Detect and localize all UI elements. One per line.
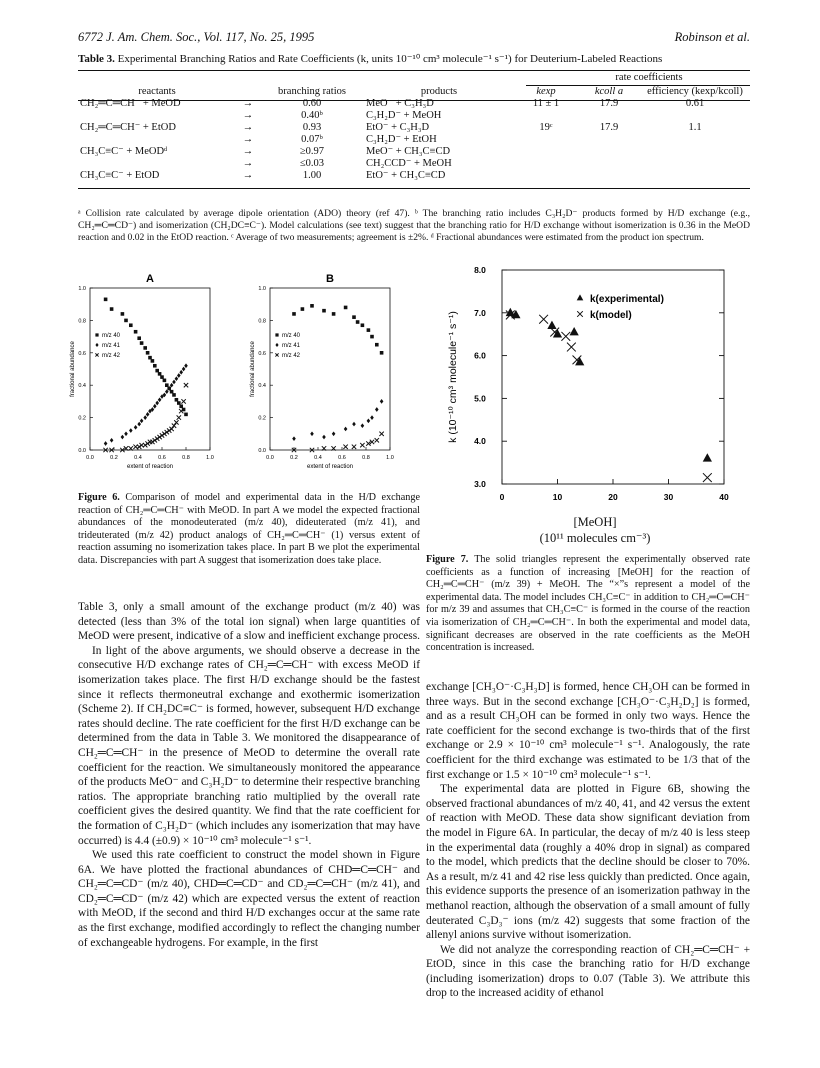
y-tick-label: 0.4 [78,383,86,390]
col-branching-ratios: branching ratios [278,86,346,97]
table-cell-product: MeO⁻ + CH₃C≡CD [366,146,451,157]
table-cell-eff [640,134,750,146]
legend-marker [95,343,98,347]
table-cell-product: C₃H₂D⁻ + EtOH [366,134,437,145]
table-cell-product: EtO⁻ + CH₃C≡CD [366,170,446,181]
data-point [163,379,167,383]
right-paragraph-3: We did not analyze the corresponding reaction of CH₂═C═CH⁻ + EtOD, since in this case the branching ratio for H/D exchange (including isomerization) drops to 0.07 (Table 3). We attribute this drop to the increased acidity of ethanol [426,943,750,1000]
data-point [570,327,579,335]
data-point [310,431,314,436]
x-tick-label: 10 [552,492,563,502]
y-axis-label: k (10⁻¹⁰ cm³ molecule⁻¹ s⁻¹) [447,311,459,443]
y-tick-label: 5.0 [474,393,486,404]
table-bottom-rule [78,188,750,189]
table-cell-kexp [514,110,578,122]
table-cell-arrow: → [242,134,254,145]
x-tick-label: 40 [719,492,729,502]
data-point [184,363,188,368]
figure6-caption-text: Comparison of model and experimental data in the H/D exchange reaction of CH₂═C═CH⁻ with MeOD. In part A we model the expected fractional abundances of the monodeuterated (m/z 40), dideuterated (m/z 41), and trideuterated (m/z 42) product analogs of CH₂═C═CH⁻ (1) versus extent of reaction assuming no isomerization takes place. In part B we plot the experimental data. Discrepancies with part A suggest that isomerization does take place. [78,492,421,566]
data-point [172,393,176,397]
data-point [155,369,159,373]
table-cell-kcoll [578,170,640,182]
data-point [175,398,179,402]
x-tick-label: 30 [663,492,674,502]
table-cell-kcoll [578,110,640,122]
data-point [292,312,296,316]
table-cell-kcoll [578,134,640,146]
table-cell-eff: 1.1 [688,122,702,133]
y-tick-label: 0.0 [258,448,266,454]
legend [95,333,120,359]
table-cell-ratio: ≥0.97 [299,146,325,157]
col-products: products [420,86,458,97]
table-cell-ratio: 0.40ᵇ [301,110,323,121]
data-point [165,430,169,434]
data-point [153,438,157,442]
data-point [379,432,383,436]
data-point [151,359,155,363]
data-point [182,367,186,372]
table-cell-reactant [78,110,236,122]
figure7-caption-text: The solid triangles represent the experimentally observed rate coefficients as a function of increasing [MeOH] for the reaction of CH₂═C═CH⁻ (m/z 39) + MeOH. The “×”s represent a model of the experimental data. The model includes CH₃C≡C⁻ in addition to CH₂═C═CH⁻ for m/z 39 and assumes that CH₃C≡C⁻ is formed in the course of the reaction via isomerization of CH₂═C═CH⁻. In both the experimental and model data, significant decreases are observed in the rate coefficients as the MeOH concentration is increased. [426,554,750,654]
legend-label: m/z 41 [282,342,301,349]
x-tick-label: 0.4 [314,455,322,461]
table-cell-ratio: 0.07ᵇ [301,134,323,145]
figure7-xunits: (10¹¹ molecules cm⁻³) [539,531,651,545]
data-point [332,431,336,436]
data-point [137,445,141,449]
data-point [167,428,171,432]
figure7-caption [426,554,750,655]
x-tick-label: 0.8 [182,455,190,461]
data-point [181,399,185,403]
table-cell-arrow: → [242,110,254,121]
x-axis-label: extent of reaction [126,464,174,470]
table-cell-kexp [514,146,578,158]
running-header [78,30,750,45]
data-point [332,312,336,316]
data-point [380,351,384,355]
legend-label: m/z 41 [102,342,121,349]
y-tick-label: 4.0 [474,436,486,447]
legend-marker [275,333,278,336]
legend-label: m/z 40 [282,332,301,339]
data-point [703,473,712,482]
plot-frame [270,288,390,450]
data-point [352,315,356,319]
y-tick-label: 0.4 [258,383,266,390]
legend-marker [275,343,278,347]
x-tick-label: 1.0 [386,455,394,461]
table-cell-kcoll [578,158,640,170]
x-tick-label: 0.2 [110,455,118,461]
table-row [78,158,750,170]
y-tick-label: 1.0 [258,286,266,292]
data-point [162,432,166,436]
table-cell-reactant: CH₂═C═CH⁻ + MeOD [80,98,181,109]
data-point [155,401,159,406]
data-point [158,372,162,376]
x-tick-label: 0.4 [134,455,142,461]
data-point [301,307,305,311]
data-point [143,443,147,447]
data-point [567,343,576,352]
col-kexp: kexp [536,86,556,97]
table-row [78,146,750,158]
legend-marker [95,353,98,356]
table-cell-kexp: 11 ± 1 [532,98,560,109]
data-point [134,425,138,430]
y-tick-label: 0.6 [78,350,86,357]
data-point [157,435,161,439]
table-cell-ratio: 0.60 [302,98,322,109]
table3-label: Table 3. [78,53,115,65]
data-point [129,323,133,327]
data-point [179,370,183,375]
data-point [356,320,360,324]
data-point [367,419,371,424]
data-point [145,441,149,445]
x-tick-label: 0.0 [86,455,94,461]
table-top-rule [78,70,750,71]
y-axis-label: fractional abundance [70,341,76,397]
data-point [150,440,154,444]
left-column [78,600,420,950]
data-point [561,332,570,341]
data-point [170,390,174,394]
table-cell-eff [640,110,750,122]
data-point [148,356,152,360]
data-point [177,415,181,419]
legend-label: k(model) [590,310,632,321]
legend-marker [577,311,583,317]
data-point [104,441,108,446]
data-point [175,376,179,381]
data-point [153,404,157,409]
table-cell-arrow: → [242,98,254,109]
data-point [343,445,347,449]
data-point [124,431,128,436]
data-point [155,436,159,440]
data-point [143,415,147,420]
data-point [547,321,556,329]
table-cell-eff [640,158,750,170]
header-journal: 6772 J. Am. Chem. Soc., Vol. 117, No. 25, 1995 [78,30,315,44]
col-kcoll: kcoll a [594,86,624,97]
table-header-rule [78,100,750,101]
figure6-charts [60,270,420,492]
data-point [179,404,183,408]
right-paragraph-1: exchange [CH₃O⁻·C₃H₃D] is formed, hence CH₃OH can be formed in three ways. But in the second exchange [CH₃O⁻·C₃H₂D₂] is formed, and as a result CH₃OH can be formed in only two ways. Hence the rate coefficient for the second exchange is two-thirds that of the first exchange or 2.9 × 10⁻¹⁰ cm³ molecule⁻¹ s⁻¹. Analogously, the rate coefficient for the third exchange was estimated to be 1/3 that of the first exchange or 1.5 × 10⁻¹⁰ cm³ molecule⁻¹ s⁻¹. [426,681,750,781]
left-paragraph-2: In light of the above arguments, we should observe a decrease in the consecutive H/D exchange rates of CH₂═C═CH⁻ with excess MeOD if isomerization takes place. The first H/D exchange should be the fastest since it reflects thermoneutral exchange and exothermic isomerization (Scheme 2). If CH₂DC≡C⁻ is formed, however, subsequent H/D exchange rates should decline. The rate coefficient for the first H/D exchange can be determined from the data in Table 3. We monitored the disappearance of CH₂═C═CH⁻ in the presence of MeOD to determine the overall rate coefficient for the reaction. We simultaneously monitored the appearance of the products MeO⁻ and C₃H₂D⁻ to determine their respective branching ratios. The appropriate branching ratio multiplied by the overall rate coefficient gives the desired quantity. We find that the rate coefficient for the formation of C₃H₂D⁻ (which includes any isomerization that may have occurred) is 4.4 (±0.9) × 10⁻¹⁰ cm³ molecule⁻¹ s⁻¹. [78,644,420,847]
y-tick-label: 1.0 [78,286,86,292]
figure7-caption-label: Figure 7. [426,554,469,565]
table-cell-product: CH₂CCD⁻ + MeOH [366,158,452,169]
data-point [344,427,348,432]
col-efficiency: efficiency (kexp/kcoll) [647,86,743,97]
table-cell-kexp: 19ᶜ [539,122,553,133]
data-point [158,397,162,402]
table-cell-reactant [78,158,236,170]
legend-label: m/z 40 [102,332,121,339]
data-point [375,343,379,347]
col-reactants: reactants [138,86,176,97]
table-cell-kexp [514,158,578,170]
data-point [553,329,562,337]
data-point [146,412,150,417]
legend-marker [275,353,278,356]
right-column [426,680,750,1001]
table-cell-eff [640,146,750,158]
y-tick-label: 0.8 [78,318,86,325]
x-tick-label: 0.6 [158,455,166,461]
y-tick-label: 0.6 [258,350,266,357]
plot-frame [90,288,210,450]
figure7-chart [440,262,750,510]
table-cell-reactant: CH₂═C═CH⁻ + EtOD [80,122,176,133]
figure6-caption-label: Figure 6. [78,492,120,503]
table-cell-kcoll: 17.9 [599,98,619,109]
data-point [370,335,374,339]
table3-caption [78,52,750,65]
table-cell-kcoll [578,146,640,158]
data-point [140,419,144,424]
y-tick-label: 7.0 [474,307,486,318]
data-point [137,336,141,340]
table-row [78,170,750,182]
data-point [703,453,712,461]
data-point [160,433,164,437]
data-point [375,407,379,412]
legend-label: m/z 42 [282,352,301,359]
data-point [160,375,164,379]
y-tick-label: 0.2 [78,415,86,422]
x-tick-label: 0.6 [338,455,346,461]
data-point [184,383,188,387]
table-cell-kexp [514,170,578,182]
legend-label: m/z 42 [102,352,121,359]
y-axis-label: fractional abundance [250,341,256,397]
legend-label: k(experimental) [590,294,664,305]
data-point [110,307,114,311]
x-axis-label: extent of reaction [306,464,354,470]
table-cell-product: C₃H₂D⁻ + MeOH [366,110,442,121]
table-cell-reactant: CH₃C≡C⁻ + MeODᵈ [80,146,168,157]
table-row [78,134,750,146]
y-tick-label: 0.2 [258,415,266,422]
table-cell-product: EtO⁻ + C₃H₃D [366,122,430,133]
data-point [153,364,157,368]
data-point [104,298,108,302]
x-tick-label: 0 [499,492,505,502]
panel-label: A [146,273,154,285]
header-authors: Robinson et al. [674,30,750,44]
table-cell-reactant: CH₃C≡C⁻ + EtOD [80,170,160,181]
data-point [360,443,364,447]
data-point [380,399,384,404]
table-cell-arrow: → [242,158,254,169]
data-point [172,380,176,385]
legend-marker [95,333,98,336]
data-point [121,312,125,316]
data-point [184,413,188,417]
data-point [165,383,169,387]
table3-caption-text: Experimental Branching Ratios and Rate Coefficients (k, units 10⁻¹⁰ cm³ molecule⁻¹ s⁻¹) for Deuterium-Labeled Reactions [117,53,663,65]
data-point [177,401,181,405]
panel-label: B [326,273,334,285]
table3-footnotes: ᵃ Collision rate calculated by average dipole orientation (ADO) theory (ref 47). ᵇ The branching ratio includes C₃H₂D⁻ products formed by H/D exchange (e.g., CH₂═C═CD⁻) and isomerization (CH₂DC≡C⁻). Model calculations (see text) suggest that the branching ratio for H/D exchange without isomerization is 0.36 in the MeOD reaction and 0.02 in the EtOD reaction. ᶜ Average of two measurements; agreement is ±2%. ᵈ Fractional abundances were estimated from the product ion spectrum. [78,208,750,243]
data-point [124,319,128,323]
legend [275,333,300,359]
left-paragraph-3: We used this rate coefficient to construct the model shown in Figure 6A. We have plotted the fractional abundances of CHD═C═CH⁻ and CH₂═C═CD⁻ (m/z 40), CHD═C═CD⁻ and CD₂═C═CH⁻ (m/z 41), and CD₂═C═CD⁻ (m/z 42) which are expected versus the extent of reaction with MeOD, if the second and third H/D exchanges occur at the same rate as the first exchange, modified accordingly to reflect the changing number of exchangeable hydrogens. For example, in the first [78,849,420,949]
x-tick-label: 0.8 [362,455,370,461]
data-point [177,373,181,378]
figure7-xlabel-block [440,514,750,546]
legend-marker [577,294,584,300]
x-tick-label: 1.0 [206,455,214,461]
table-cell-kcoll: 17.9 [599,122,619,133]
data-point [134,330,138,334]
data-point [146,351,150,355]
data-point [129,428,133,433]
table-cell-arrow: → [242,170,254,181]
figure6-caption [78,492,420,568]
table-row [78,122,750,134]
table-row [78,110,750,122]
y-tick-label: 3.0 [474,479,486,489]
data-point [352,445,356,449]
left-paragraph-1: Table 3, only a small amount of the exchange product (m/z 40) was detected (less than 3% of the total ion signal) when large quantities of MeOD were present, indicative of a slow and inefficient exchange process. [78,601,421,643]
y-tick-label: 6.0 [474,350,486,361]
data-point [292,436,296,441]
data-point [361,323,365,327]
right-paragraph-2: The experimental data are plotted in Figure 6B, showing the observed fractional abundances of m/z 40, 41, and 42 versus the extent of reaction with MeOD. These data show significant deviation from the model in Figure 6A. In particular, the decay of m/z 40 is less steep in the experimental data (roughly a 40% drop in signal) as compared to the model, which predicts that the decline should be closer to 70%. As a result, m/z 41 and 42 rise less quickly than predicted. Once again, this evidence supports the presence of an isomerization pathway in the methanol reaction, although the observation of a small amount of fully deuterated C₃D₃⁻ ions (m/z 42) suggests that some fraction of the allenyl anions survive without isomerization. [426,783,750,942]
table-cell-kexp [514,134,578,146]
x-tick-label: 0.0 [266,455,274,461]
table-cell-ratio: 1.00 [302,170,322,181]
data-point [322,435,326,440]
y-tick-label: 0.0 [78,448,86,454]
table-cell-ratio: 0.93 [302,122,322,133]
y-tick-label: 8.0 [474,265,486,275]
data-point [310,304,314,308]
data-point [367,328,371,332]
figure7-xlabel: [MeOH] [573,515,617,529]
data-point [539,315,548,324]
data-point [575,357,584,365]
table-cell-eff: 0.61 [685,98,705,109]
table-cell-product: MeO⁻ + C₃H₃D [366,98,434,109]
y-tick-label: 0.8 [258,318,266,325]
x-tick-label: 20 [608,492,618,502]
data-point [370,415,374,420]
data-point [121,435,125,440]
legend [577,294,664,321]
table-cell-arrow: → [242,122,254,133]
table-cell-arrow: → [242,146,254,157]
data-point [361,423,365,428]
data-point [143,346,147,350]
table-header-row [78,86,750,98]
data-point [352,422,356,427]
table-cell-eff [640,170,750,182]
data-point [137,422,141,427]
data-point [375,438,379,442]
data-point [344,306,348,310]
table-cell-reactant [78,134,236,146]
data-point [322,309,326,313]
table-cell-ratio: ≤0.03 [299,158,325,169]
data-point [140,341,144,345]
x-tick-label: 0.2 [290,455,298,461]
rate-coefficients-group-header: rate coefficients [615,72,683,83]
data-point [110,438,114,443]
